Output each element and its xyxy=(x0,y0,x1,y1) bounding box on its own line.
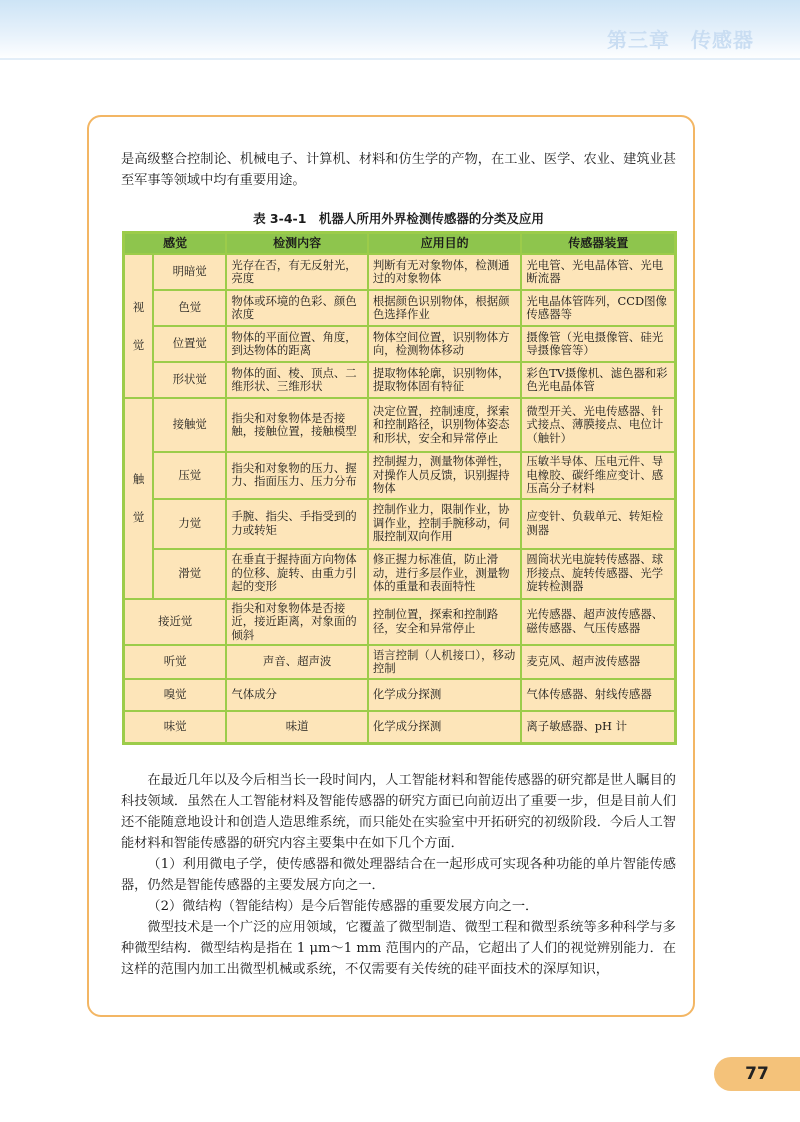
header-content: 检测内容 xyxy=(227,234,367,253)
chapter-title: 第三章 传感器 xyxy=(607,28,754,52)
sense-name: 力觉 xyxy=(154,500,225,548)
application-purpose: 化学成分探测 xyxy=(369,712,521,742)
application-purpose: 物体空间位置，识别物体方向，检测物体移动 xyxy=(369,327,521,361)
body-paragraph-2: （1）利用微电子学，使传感器和微处理器结合在一起形成可实现各种功能的单片智能传感器，仍然是智能传感器的主要发展方向之一． xyxy=(121,857,676,893)
sense-name: 压觉 xyxy=(154,453,225,498)
application-purpose: 根据颜色识别物体，根据颜色选择作业 xyxy=(369,291,521,325)
body-paragraph-1: 在最近几年以及今后相当长一段时间内，人工智能材料和智能传感器的研究都是世人瞩目的科技领域．虽然在人工智能材料及智能传感器的研究方面已向前迈出了重要一步，但是目前人们还不能随意地设计和创造人造思维系统，而只能处在实验室中开拓研究的初级阶段．今后人工智能材料和智能传感器的研究内容主要集中在如下几个方面． xyxy=(121,773,676,851)
table-row xyxy=(125,255,674,289)
sensor-table xyxy=(122,231,677,745)
table-title: 表 3-4-1 机器人所用外界检测传感器的分类及应用 xyxy=(253,211,544,226)
detect-content: 在垂直于握持面方向物体的位移、旋转、由重力引起的变形 xyxy=(227,550,367,598)
table-row xyxy=(125,550,674,598)
detect-content: 味道 xyxy=(227,712,367,742)
sensor-device: 离子敏感器、pH 计 xyxy=(522,712,674,742)
sense-name: 滑觉 xyxy=(154,550,225,598)
table-row xyxy=(125,680,674,710)
sense-name: 味觉 xyxy=(125,712,225,742)
table-row xyxy=(125,453,674,498)
detect-content: 物体或环境的色彩、颜色浓度 xyxy=(227,291,367,325)
sensor-device: 麦克风、超声波传感器 xyxy=(522,646,674,678)
category-vision: 视 觉 xyxy=(125,255,152,397)
intro-paragraph: 是高级整合控制论、机械电子、计算机、材料和仿生学的产物，在工业、医学、农业、建筑业甚至军事等领域中均有重要用途。 xyxy=(121,152,676,188)
table-row xyxy=(125,712,674,742)
table-row xyxy=(125,600,674,645)
sensor-device: 光电晶体管阵列，CCD图像传感器等 xyxy=(522,291,674,325)
table-row xyxy=(125,291,674,325)
sense-name: 形状觉 xyxy=(154,363,225,397)
header-divider xyxy=(0,58,800,60)
page-number: 77 xyxy=(745,1064,769,1084)
detect-content: 手腕、指尖、手指受到的力或转矩 xyxy=(227,500,367,548)
application-purpose: 控制作业力，限制作业，协调作业，控制手腕移动，伺服控制双向作用 xyxy=(369,500,521,548)
body-paragraph-3: （2）微结构（智能结构）是今后智能传感器的重要发展方向之一． xyxy=(147,899,539,914)
sense-name: 位置觉 xyxy=(154,327,225,361)
application-purpose: 化学成分探测 xyxy=(369,680,521,710)
table-row xyxy=(125,646,674,678)
sensor-device: 微型开关、光电传感器、针式接点、薄膜接点、电位计（触针） xyxy=(522,399,674,451)
sense-name: 明暗觉 xyxy=(154,255,225,289)
detect-content: 声音、超声波 xyxy=(227,646,367,678)
detect-content: 指尖和对象物体是否接近，接近距离，对象面的倾斜 xyxy=(227,600,367,645)
sensor-device: 应变针、负载单元、转矩检测器 xyxy=(522,500,674,548)
detect-content: 指尖和对象物的压力、握力、指面压力、压力分布 xyxy=(227,453,367,498)
sense-name: 接触觉 xyxy=(154,399,225,451)
category-touch: 触 觉 xyxy=(125,399,152,598)
sense-name: 嗅觉 xyxy=(125,680,225,710)
body-paragraph-4: 微型技术是一个广泛的应用领域，它覆盖了微型制造、微型工程和微型系统等多种科学与多种微型结构．微型结构是指在 1 μm～1 mm 范围内的产品，它超出了人们的视觉辨别能力．在这样的范围内加工出微型机械或系统，不仅需要有关传统的硅平面技术的深厚知识， xyxy=(121,920,676,977)
sensor-device: 光电管、光电晶体管、光电断流器 xyxy=(522,255,674,289)
header-device: 传感器装置 xyxy=(522,234,674,253)
sense-name: 听觉 xyxy=(125,646,225,678)
sensor-device: 彩色TV摄像机、滤色器和彩色光电晶体管 xyxy=(522,363,674,397)
sensor-device: 气体传感器、射线传感器 xyxy=(522,680,674,710)
application-purpose: 控制位置，探索和控制路径，安全和异常停止 xyxy=(369,600,521,645)
sensor-device: 摄像管（光电摄像管、硅光导摄像管等） xyxy=(522,327,674,361)
detect-content: 指尖和对象物体是否接触，接触位置，接触模型 xyxy=(227,399,367,451)
table-row xyxy=(125,500,674,548)
table-row xyxy=(125,327,674,361)
detect-content: 气体成分 xyxy=(227,680,367,710)
application-purpose: 判断有无对象物体，检测通过的对象物体 xyxy=(369,255,521,289)
application-purpose: 语言控制（人机接口），移动控制 xyxy=(369,646,521,678)
sensor-device: 光传感器、超声波传感器、磁传感器、气压传感器 xyxy=(522,600,674,645)
header-purpose: 应用目的 xyxy=(369,234,521,253)
application-purpose: 决定位置，控制速度，探索和控制路径，识别物体姿态和形状，安全和异常停止 xyxy=(369,399,521,451)
table-header-row xyxy=(125,234,674,253)
detect-content: 物体的平面位置、角度，到达物体的距离 xyxy=(227,327,367,361)
sense-name: 色觉 xyxy=(154,291,225,325)
sensor-device: 圆筒状光电旋转传感器、球形接点、旋转传感器、光学旋转检测器 xyxy=(522,550,674,598)
sense-name: 接近觉 xyxy=(125,600,225,645)
application-purpose: 提取物体轮廓，识别物体，提取物体固有特征 xyxy=(369,363,521,397)
application-purpose: 修正握力标准值，防止滑动，进行多层作业，测量物体的重量和表面特性 xyxy=(369,550,521,598)
header-sense: 感觉 xyxy=(125,234,225,253)
detect-content: 光存在否，有无反射光，亮度 xyxy=(227,255,367,289)
table-row xyxy=(125,399,674,451)
table-row xyxy=(125,363,674,397)
application-purpose: 控制握力，测量物体弹性，对操作人员反馈，识别握持物体 xyxy=(369,453,521,498)
sensor-device: 压敏半导体、压电元件、导电橡胶、碳纤维应变计、感压高分子材料 xyxy=(522,453,674,498)
detect-content: 物体的面、棱、顶点、二维形状、三维形状 xyxy=(227,363,367,397)
